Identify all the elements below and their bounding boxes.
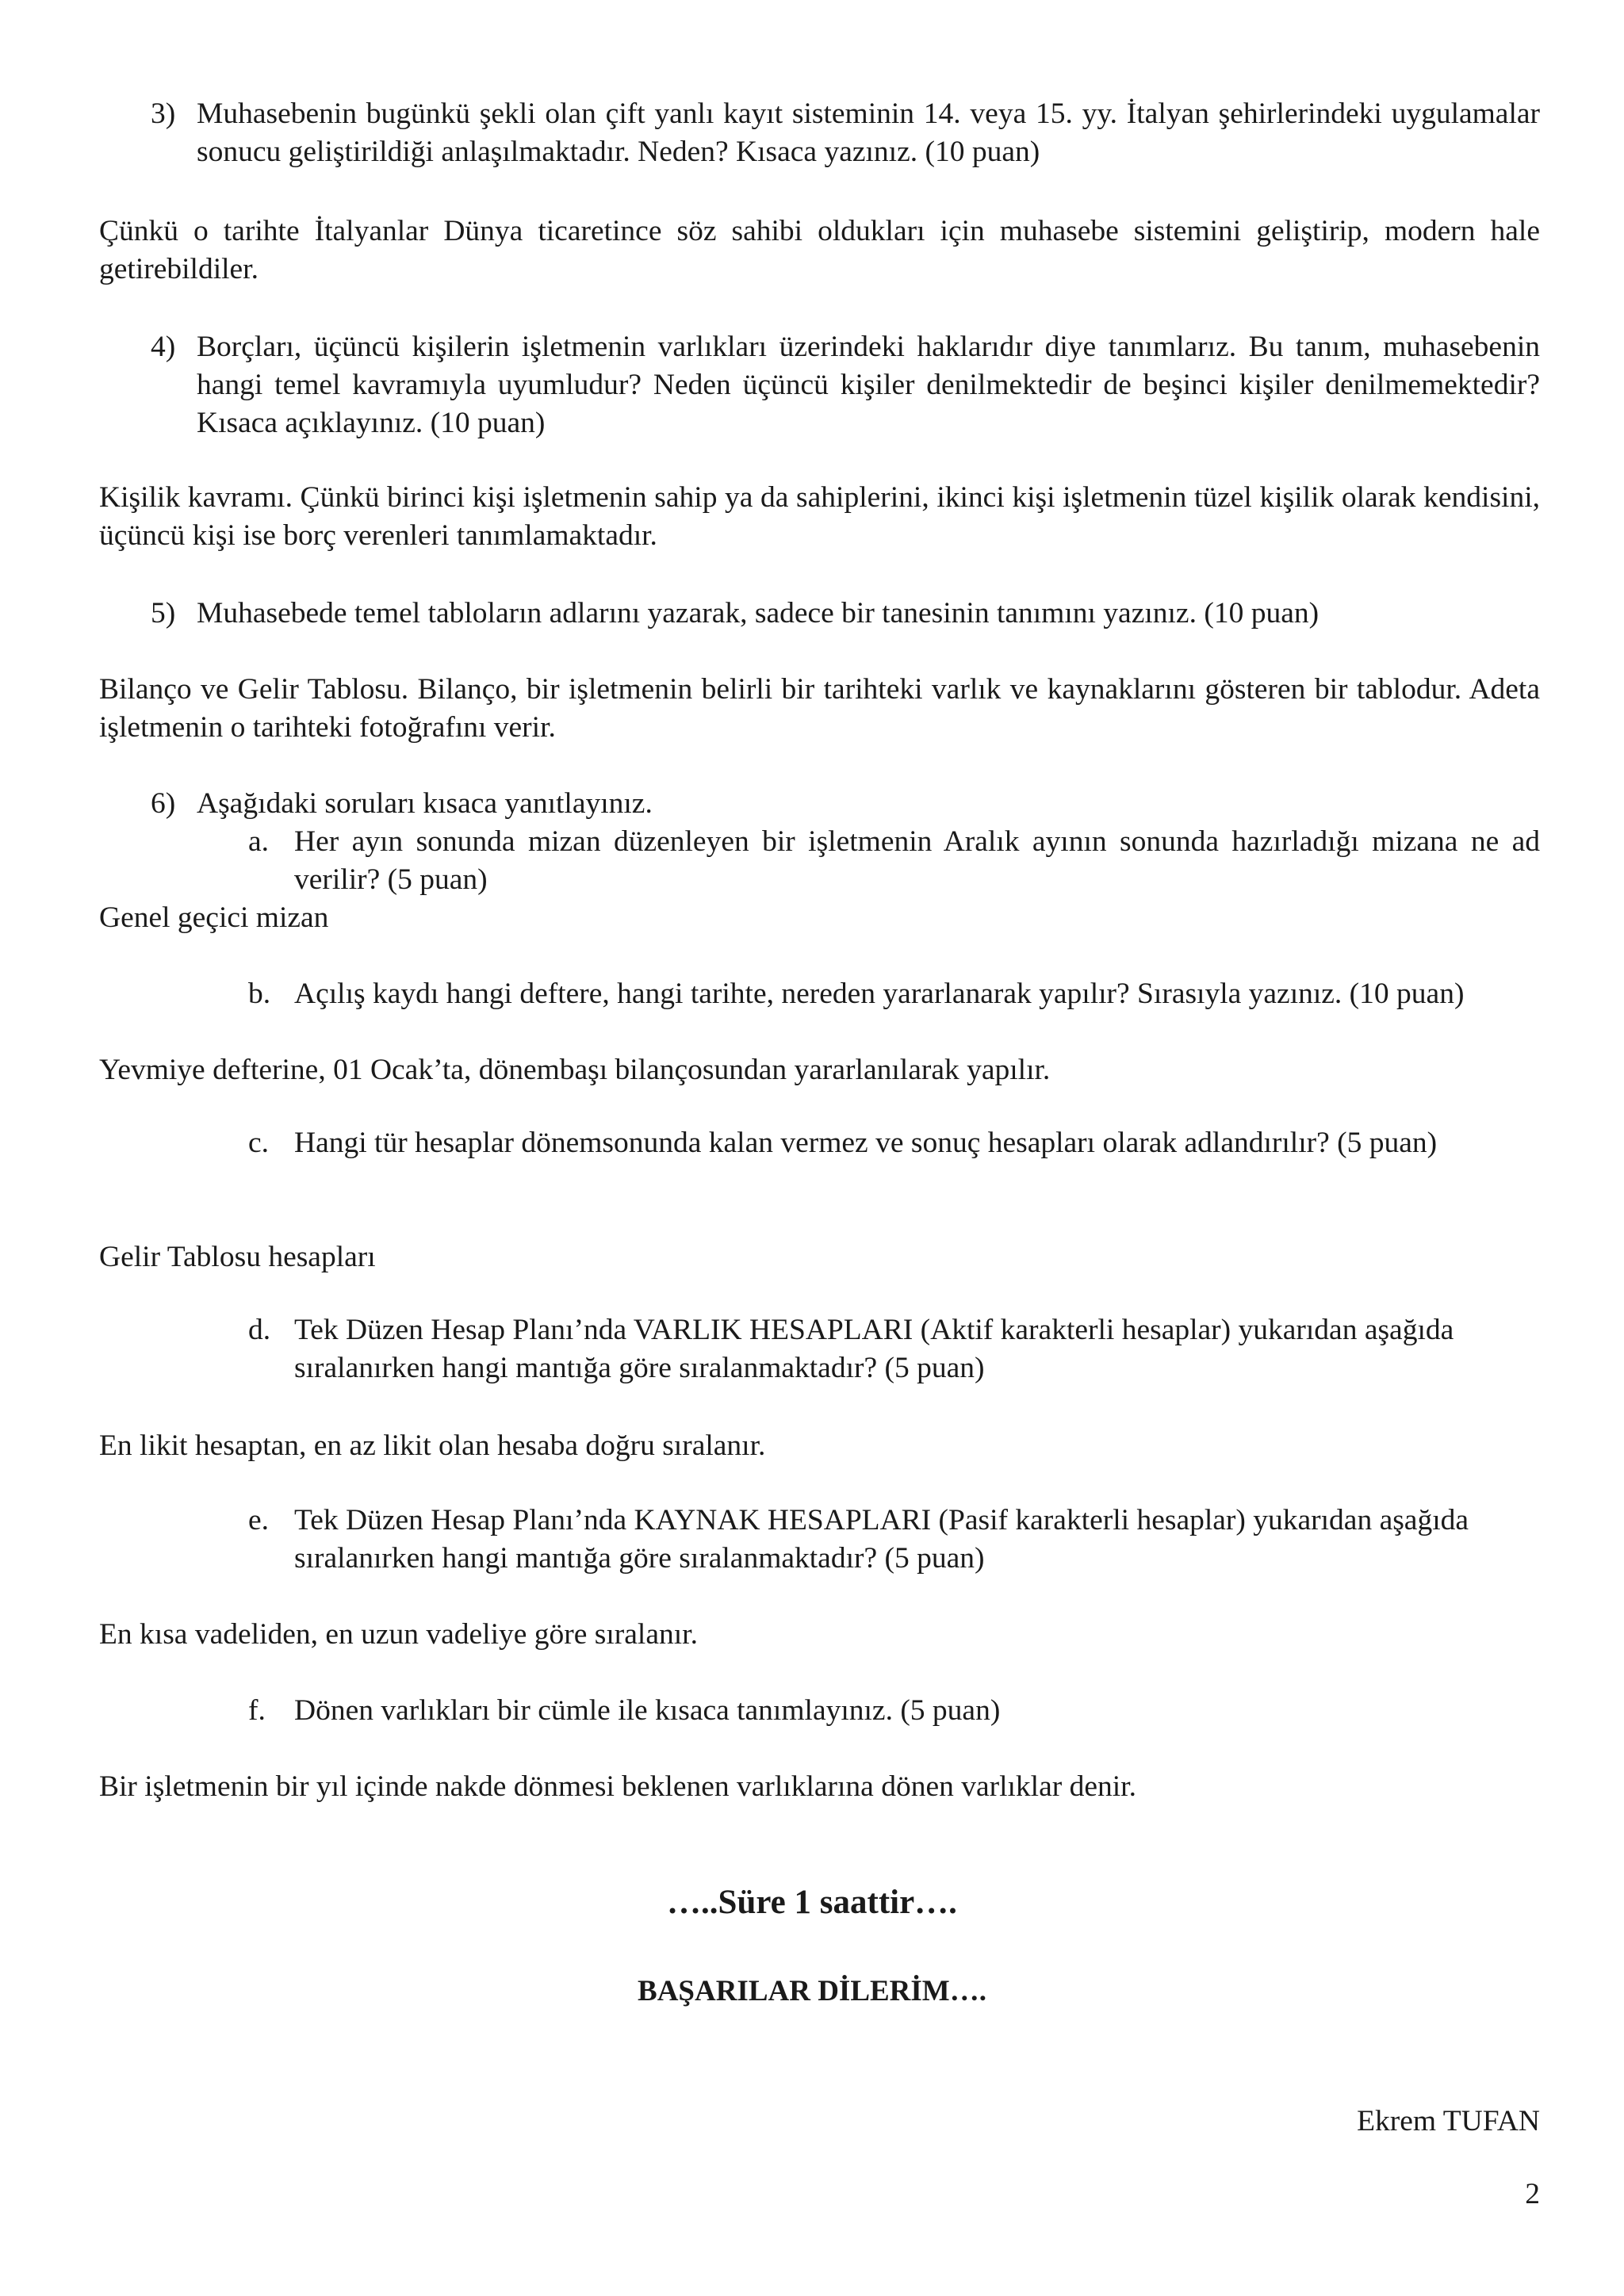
answer-6e: En kısa vadeliden, en uzun vadeliye göre sıralanır. <box>99 1618 698 1651</box>
author-name: Ekrem TUFAN <box>1357 2105 1540 2137</box>
subquestion-d <box>248 1311 1485 1387</box>
answer-6a: Genel geçici mizan <box>99 901 329 934</box>
question-6 <box>151 785 1540 823</box>
subquestion-c <box>248 1124 1540 1162</box>
question-5 <box>151 595 1540 633</box>
answer-6f: Bir işletmenin bir yıl içinde nakde dönmesi beklenen varlıklarına dönen varlıklar denir. <box>99 1770 1136 1803</box>
subquestion-text: Hangi tür hesaplar dönemsonunda kalan vermez ve sonuç hesapları olarak adlandırılır? (5 puan) <box>294 1127 1438 1159</box>
subquestion-text: Açılış kaydı hangi deftere, hangi tarihte, nereden yararlanarak yapılır? Sırasıyla yazınız. (10 puan) <box>294 978 1465 1010</box>
answer-3: Çünkü o tarihte İtalyanlar Dünya ticaretince söz sahibi oldukları için muhasebe sistemini geliştirip, modern hale getirebildiler. <box>99 215 1540 285</box>
subquestion-a <box>248 823 1540 899</box>
subquestion-letter: f. <box>248 1694 266 1727</box>
question-4 <box>151 328 1540 442</box>
question-text: Aşağıdaki soruları kısaca yanıtlayınız. <box>197 787 653 820</box>
subquestion-letter: b. <box>248 978 271 1010</box>
answer-6b: Yevmiye defterine, 01 Ocak’ta, dönembaşı bilançosundan yararlanılarak yapılır. <box>99 1054 1051 1086</box>
subquestion-letter: d. <box>248 1314 271 1346</box>
subquestion-f <box>248 1692 1540 1730</box>
subquestion-text: Dönen varlıkları bir cümle ile kısaca tanımlayınız. (5 puan) <box>294 1694 1001 1727</box>
question-number: 6) <box>151 787 176 820</box>
question-number: 5) <box>151 597 176 629</box>
answer-6d: En likit hesaptan, en az likit olan hesaba doğru sıralanır. <box>99 1429 766 1462</box>
question-text: Muhasebede temel tabloların adlarını yazarak, sadece bir tanesinin tanımını yazınız. (10 puan) <box>197 597 1320 629</box>
subquestion-letter: c. <box>248 1127 270 1159</box>
answer-5: Bilanço ve Gelir Tablosu. Bilanço, bir işletmenin belirli bir tarihteki varlık ve kaynaklarını gösteren bir tablodur. Adeta işletmenin o tarihteki fotoğrafını verir. <box>99 673 1540 744</box>
subquestion-letter: a. <box>248 825 270 858</box>
exam-duration: …..Süre 1 saattir…. <box>667 1884 957 1921</box>
subquestion-text: Tek Düzen Hesap Planı’nda KAYNAK HESAPLARI (Pasif karakterli hesaplar) yukarıdan aşağıda sıralanırken hangi mantığa göre sıralanmaktadır? (5 puan) <box>294 1504 1469 1575</box>
subquestion-e <box>248 1502 1485 1578</box>
question-text: Muhasebenin bugünkü şekli olan çift yanlı kayıt sisteminin 14. veya 15. yy. İtalyan şehirlerindeki uygulamalar sonucu geliştirildiği anlaşılmaktadır. Neden? Kısaca yazınız. (10 puan) <box>197 98 1540 168</box>
question-3 <box>151 95 1540 171</box>
page-number: 2 <box>1525 2178 1540 2210</box>
subquestion-letter: e. <box>248 1504 270 1536</box>
subquestion-text: Tek Düzen Hesap Planı’nda VARLIK HESAPLARI (Aktif karakterli hesaplar) yukarıdan aşağıda sıralanırken hangi mantığa göre sıralanmaktadır? (5 puan) <box>294 1314 1454 1384</box>
closing-wish: BAŞARILAR DİLERİM…. <box>638 1975 986 2007</box>
question-number: 3) <box>151 98 176 130</box>
subquestion-b <box>248 975 1540 1013</box>
subquestion-text: Her ayın sonunda mizan düzenleyen bir işletmenin Aralık ayının sonunda hazırladığı mizana ne ad verilir? (5 puan) <box>294 825 1540 896</box>
question-text: Borçları, üçüncü kişilerin işletmenin varlıkları üzerindeki haklarıdır diye tanımlarız. Bu tanım, muhasebenin hangi temel kavramıyla uyumludur? Neden üçüncü kişiler denilmektedir de beşinci kişiler denilmemektedir? Kısaca açıklayınız. (10 puan) <box>197 331 1540 439</box>
answer-6c: Gelir Tablosu hesapları <box>99 1241 376 1273</box>
question-number: 4) <box>151 331 176 363</box>
answer-4: Kişilik kavramı. Çünkü birinci kişi işletmenin sahip ya da sahiplerini, ikinci kişi işletmenin tüzel kişilik olarak kendisini, üçüncü kişi ise borç verenleri tanımlamaktadır. <box>99 481 1540 552</box>
